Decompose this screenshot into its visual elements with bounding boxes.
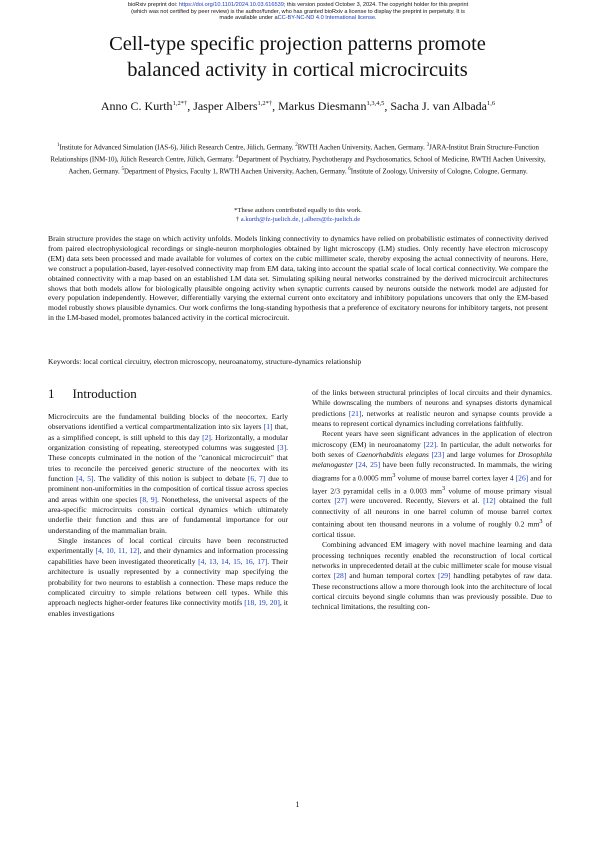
citation[interactable]: [4, 5] bbox=[76, 474, 94, 484]
citation[interactable]: [18, 19, 20] bbox=[244, 598, 280, 608]
intro-paragraph-4: Combining advanced EM imagery with novel machine learning and data processing techniques recently enabled the reconstruction of local cortical networks in unprecedented detail at the cubic millimeter scale for mouse visual cortex [28] and human temporal cortex [29] handling petabytes of raw data. These reconstructions allow a more thorough look into the architecture of local cortical circuits beyond single columns than was previously possible. Due to technical limitations, the resulting con- bbox=[312, 540, 552, 612]
author-1-marks: 1,2*† bbox=[172, 100, 188, 107]
affiliation-2: RWTH Aachen University, Aachen, Germany. bbox=[297, 144, 427, 152]
affiliation-1: Institute for Advanced Simulation (IAS-6), Jülich Research Centre, Jülich, Germany. bbox=[59, 144, 296, 152]
author-2: Jasper Albers bbox=[193, 99, 258, 113]
equal-contribution-note: *These authors contributed equally to this work. bbox=[234, 207, 362, 214]
citation[interactable]: [4, 10, 11, 12] bbox=[95, 546, 140, 556]
species-name: Drosophila melanogaster bbox=[312, 450, 552, 470]
author-4: Sacha J. van Albada bbox=[390, 99, 487, 113]
citation[interactable]: [28] bbox=[333, 571, 347, 581]
left-column bbox=[48, 412, 288, 619]
paper-title bbox=[40, 31, 555, 83]
citation[interactable]: [8, 9] bbox=[139, 494, 157, 504]
author-list: Anno C. Kurth$^{1,2*\dagger}$, Jasper Albers$^{1,2*\dagger}$, Markus Diesmann$^{1,3,4,5}$, Sacha J. van Albada$^{1,6}$ bbox=[100, 99, 496, 113]
citation[interactable]: [1] bbox=[263, 422, 273, 432]
citation[interactable]: [21] bbox=[348, 408, 362, 418]
intro-paragraph-3: Recent years have seen significant advances in the application of electron microscopy (EM) in neuroanatomy [22]. In particular, the adult networks for both sexes of Caenorhabditis elegans [23] and large volumes for Drosophila melanogaster [24, 25] have been fully reconstructed. In mammals, the wiring diagrams for a 0.0005 $mm^3$ volume of mouse barrel cortex layer 4 [26] and for layer 2/3 pyramidal cells in a 0.003 $mm^3$ volume of mouse primary visual cortex [27] were uncovered. Recently, Sievers et al. [12] obtained the full connectivity of all neurons in one barrel column of mouse barrel cortex containing about ten thousand neurons in a volume of roughly 0.2 $mm^3$ of cortical tissue. bbox=[312, 429, 553, 540]
citation[interactable]: [6, 7] bbox=[247, 474, 266, 484]
citation[interactable]: [22] bbox=[423, 439, 437, 449]
affiliation-3: JARA-Institut Brain Structure-Function Relationships (INM-10), Jülich Research Centre, Jülich, Germany. bbox=[50, 144, 539, 164]
citation[interactable]: [29] bbox=[437, 571, 451, 581]
species-name: Caenorhabditis elegans bbox=[356, 450, 429, 460]
citation[interactable]: [3] bbox=[277, 443, 287, 453]
abstract: Brain structure provides the stage on which activity unfolds. Models linking connectivity to dynamics have relied on probabilistic estimates of connectivity derived from paired electrophysiological recordings or single-neuron morphologies obtained by light microscopy (LM) studies. Only recently have electron microscopy (EM) data sets been processed and made available for volumes of cortex on the cubic millimeter scale, thereby exposing the actual connectivity of neurons. Here, we construct a population-based, layer-resolved connectivity map from EM data, taking into account the spatial scale of local cortical connectivity. We compare the obtained connectivity with a map based on an established LM data set. Simulating spiking neural networks constrained by the derived microcircuit architectures shows that both models allow for biologically plausible ongoing activity when synaptic currents caused by neurons outside the network model are adjusted for every population independently. However, differentially varying the external current onto excitatory and inhibitory populations uncovers that only the EM-based model robustly shows plausible dynamics. Our work confirms the long-standing hypothesis that a preference of excitatory neurons for inhibitory targets, not present in the LM-based model, promotes balanced activity in the cortical microcircuit. bbox=[48, 234, 548, 323]
affiliations: $^1$Institute for Advanced Simulation (IAS-6), Jülich Research Centre, Jülich, Germany. $^2$RWTH Aachen University, Aachen, Germany. $^3$JARA-Institut Brain Structure-Function Relationships (INM-10), Jülich Research Centre, Jülich, Germany. $^4$Department of Psychiatry, Psychotherapy and Psychosomatics, School of Medicine, RWTH Aachen University, Aachen, Germany. $^5$Department of Physics, Faculty 1, RWTH Aachen University, Aachen, Germany. $^6$Institute of Zoology, University of Cologne, Cologne, Germany. bbox=[50, 143, 546, 176]
affiliation-6: Institute of Zoology, University of Cologne, Cologne, Germany. bbox=[350, 168, 528, 176]
author-3: Markus Diesmann bbox=[278, 99, 367, 113]
citation[interactable]: [2] bbox=[202, 432, 211, 442]
section-heading-introduction bbox=[48, 386, 288, 402]
citation[interactable]: [12] bbox=[483, 496, 496, 506]
preprint-notice bbox=[48, 2, 548, 22]
citation[interactable]: [26] bbox=[515, 473, 529, 483]
section-title: Introduction bbox=[72, 386, 137, 401]
citation[interactable]: [27] bbox=[334, 496, 347, 506]
author-2-marks: 1,2*† bbox=[257, 100, 273, 107]
right-column bbox=[312, 388, 552, 613]
title-line-1: Cell-type specific projection patterns promote bbox=[109, 33, 486, 55]
author-4-marks: 1,6 bbox=[486, 100, 496, 107]
notice-line-3: made available under aCC-BY-NC-ND 4.0 International license. bbox=[219, 15, 377, 22]
page-number: 1 bbox=[295, 800, 300, 809]
author-notes bbox=[48, 206, 548, 224]
citation[interactable]: [23] bbox=[431, 450, 445, 460]
intro-paragraph-1: Microcircuits are the fundamental building blocks of the neocortex. Early observations identified a vertical compartmentalization into six layers [1] that, as a simplified concept, is still upheld to this day [2]. Horizontally, a modular organization consisting of repeating, stereotyped columns was suggested [3]. These concepts culminated in the notion of the "canonical microcircuit" that tries to reconcile the perceived generic structure of the neocortex with its function [4, 5]. The validity of this notion is subject to debate [6, 7] due to prominent non-uniformities in the composition of cortical tissue across species and areas within one species [8, 9]. Nonetheless, the universal aspects of the area-specific microcircuits constrain cortical dynamics which ultimately underlie their function and thus are of fundamental importance for our understanding of the mammalian brain. bbox=[48, 412, 288, 535]
keywords: Keywords: local cortical circuitry, electron microscopy, neuroanatomy, structure-dynamics relationship bbox=[48, 357, 362, 366]
intro-paragraph-2: Single instances of local cortical circuits have been reconstructed experimentally [4, 10, 11, 12], and their dynamics and information processing capabilities have been investigated theoretically [4, 13, 14, 15, 16, 17]. Their architecture is usually represented by a connectivity map specifying the probability for two neurons to establish a connection. These maps reduce the complicated circuitry to simple relations between cell types. While this approach neglects higher-order features like connectivity motifs [18, 19, 20], it enables investigations bbox=[48, 536, 288, 618]
citation[interactable]: [4, 13, 14, 15, 16, 17] bbox=[198, 556, 268, 566]
corresponding-note: † a.kurth@fz-juelich.de, j.albers@fz-juelich.de bbox=[235, 216, 361, 223]
author-1: Anno C. Kurth bbox=[100, 99, 173, 113]
section-number: 1 bbox=[48, 386, 55, 401]
email-links[interactable]: a.kurth@fz-juelich.de, j.albers@fz-juelich.de bbox=[240, 216, 361, 223]
license-link[interactable]: CC-BY-NC-ND 4.0 International license bbox=[277, 15, 375, 22]
author-3-marks: 1,3,4,5 bbox=[366, 100, 385, 107]
notice-line-2: (which was not certified by peer review) is the author/funder, who has granted bioRxiv a license to display the preprint in perpetuity. It is bbox=[131, 8, 465, 15]
intro-paragraph-2-continued: of the links between structural principles of local circuits and their dynamics. While downscaling the numbers of neurons and synapses distorts dynamical predictions [21], networks at realistic neuron and synapse counts provide a means to represent cortical dynamics including correlations faithfully. bbox=[312, 388, 552, 429]
doi-link[interactable]: https://doi.org/10.1101/2024.10.03.616539 bbox=[178, 2, 284, 8]
affiliation-5: Department of Physics, Faculty 1, RWTH Aachen University, Aachen, Germany. bbox=[123, 168, 349, 176]
citation[interactable]: [24, 25] bbox=[355, 460, 381, 470]
notice-line-1: bioRxiv preprint doi: https://doi.org/10.1101/2024.10.03.616539; this version posted October 3, 2024. The copyright holder for this preprint bbox=[127, 2, 469, 8]
title-line-2: balanced activity in cortical microcircuits bbox=[127, 59, 468, 81]
affiliation-4: Department of Psychiatry, Psychotherapy and Psychosomatics, School of Medicine, RWTH Aachen University, Aachen, Germany. bbox=[68, 156, 546, 176]
